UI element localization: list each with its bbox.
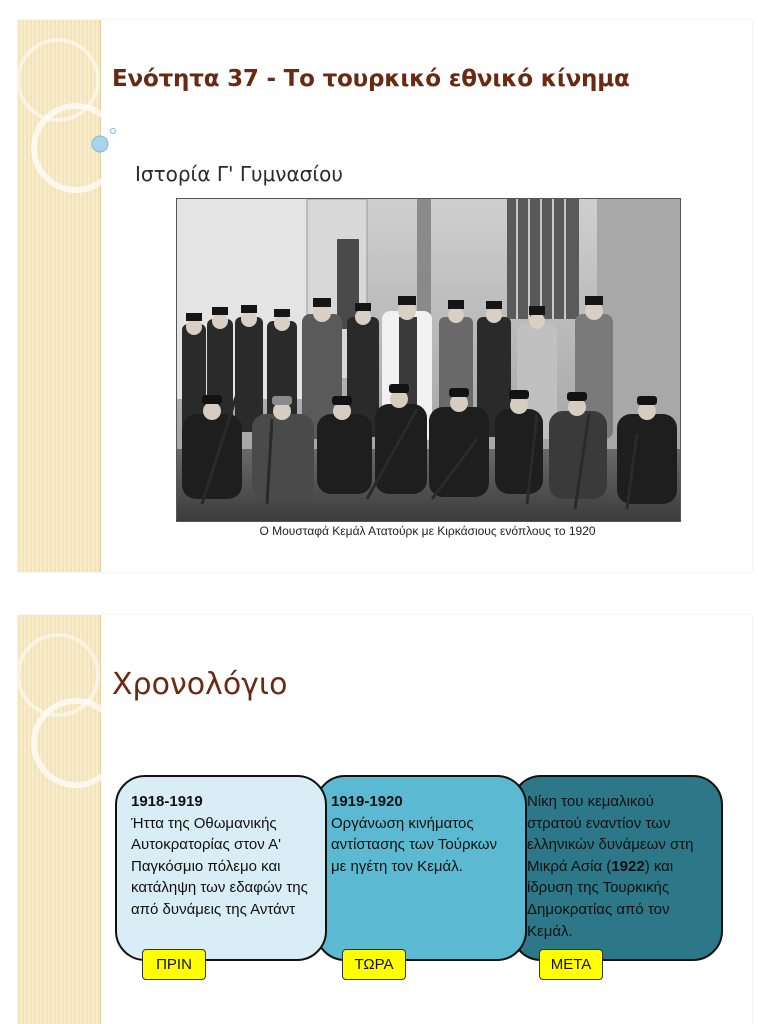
tag-after: ΜΕΤΑ [539,949,603,980]
timeline-year: 1919-1920 [331,793,403,810]
decorative-circles [18,615,138,815]
timeline-year: 1918-1919 [131,793,203,810]
timeline-text: Οργάνωση κινήματος αντίστασης των Τούρκων με ηγέτη τον Κεμάλ. [331,814,498,875]
slide-2 [18,615,752,1024]
timeline-text-before-year: Νίκη του κεμαλικού στρατού εναντίον των ελληνικών δυνάμεων στη Μικρά Ασία ( [527,793,694,875]
photo-caption: Ο Μουσταφά Κεμάλ Ατατούρκ με Κιρκάσιους ενόπλους το 1920 [259,524,596,538]
timeline-text: Ήττα της Οθωμανικής Αυτοκρατορίας στον Α' Παγκόσμιο πόλεμο και κατάληψη των εδαφών της από δυνάμεις της Αντάντ [131,814,308,918]
decorative-circles [18,20,138,220]
slide-subtitle: Ιστορία Γ' Γυμνασίου [135,162,343,186]
slide-title: Χρονολόγιο [112,667,288,702]
group-portrait-image [177,199,680,521]
tag-before: ΠΡΙΝ [142,949,206,980]
slide-1 [18,20,752,572]
timeline-year: 1922 [611,857,645,875]
slide-title: Ενότητα 37 - Το τουρκικό εθνικό κίνημα [112,66,630,92]
historical-photo [176,198,681,522]
timeline-box-before [115,775,327,961]
timeline-box-after [511,775,723,961]
timeline-box-now [315,775,527,961]
timeline-text-after-year: ) και ίδρυση της Τουρκικής Δημοκρατίας από τον Κεμάλ. [527,857,674,940]
tag-now: ΤΩΡΑ [342,949,406,980]
